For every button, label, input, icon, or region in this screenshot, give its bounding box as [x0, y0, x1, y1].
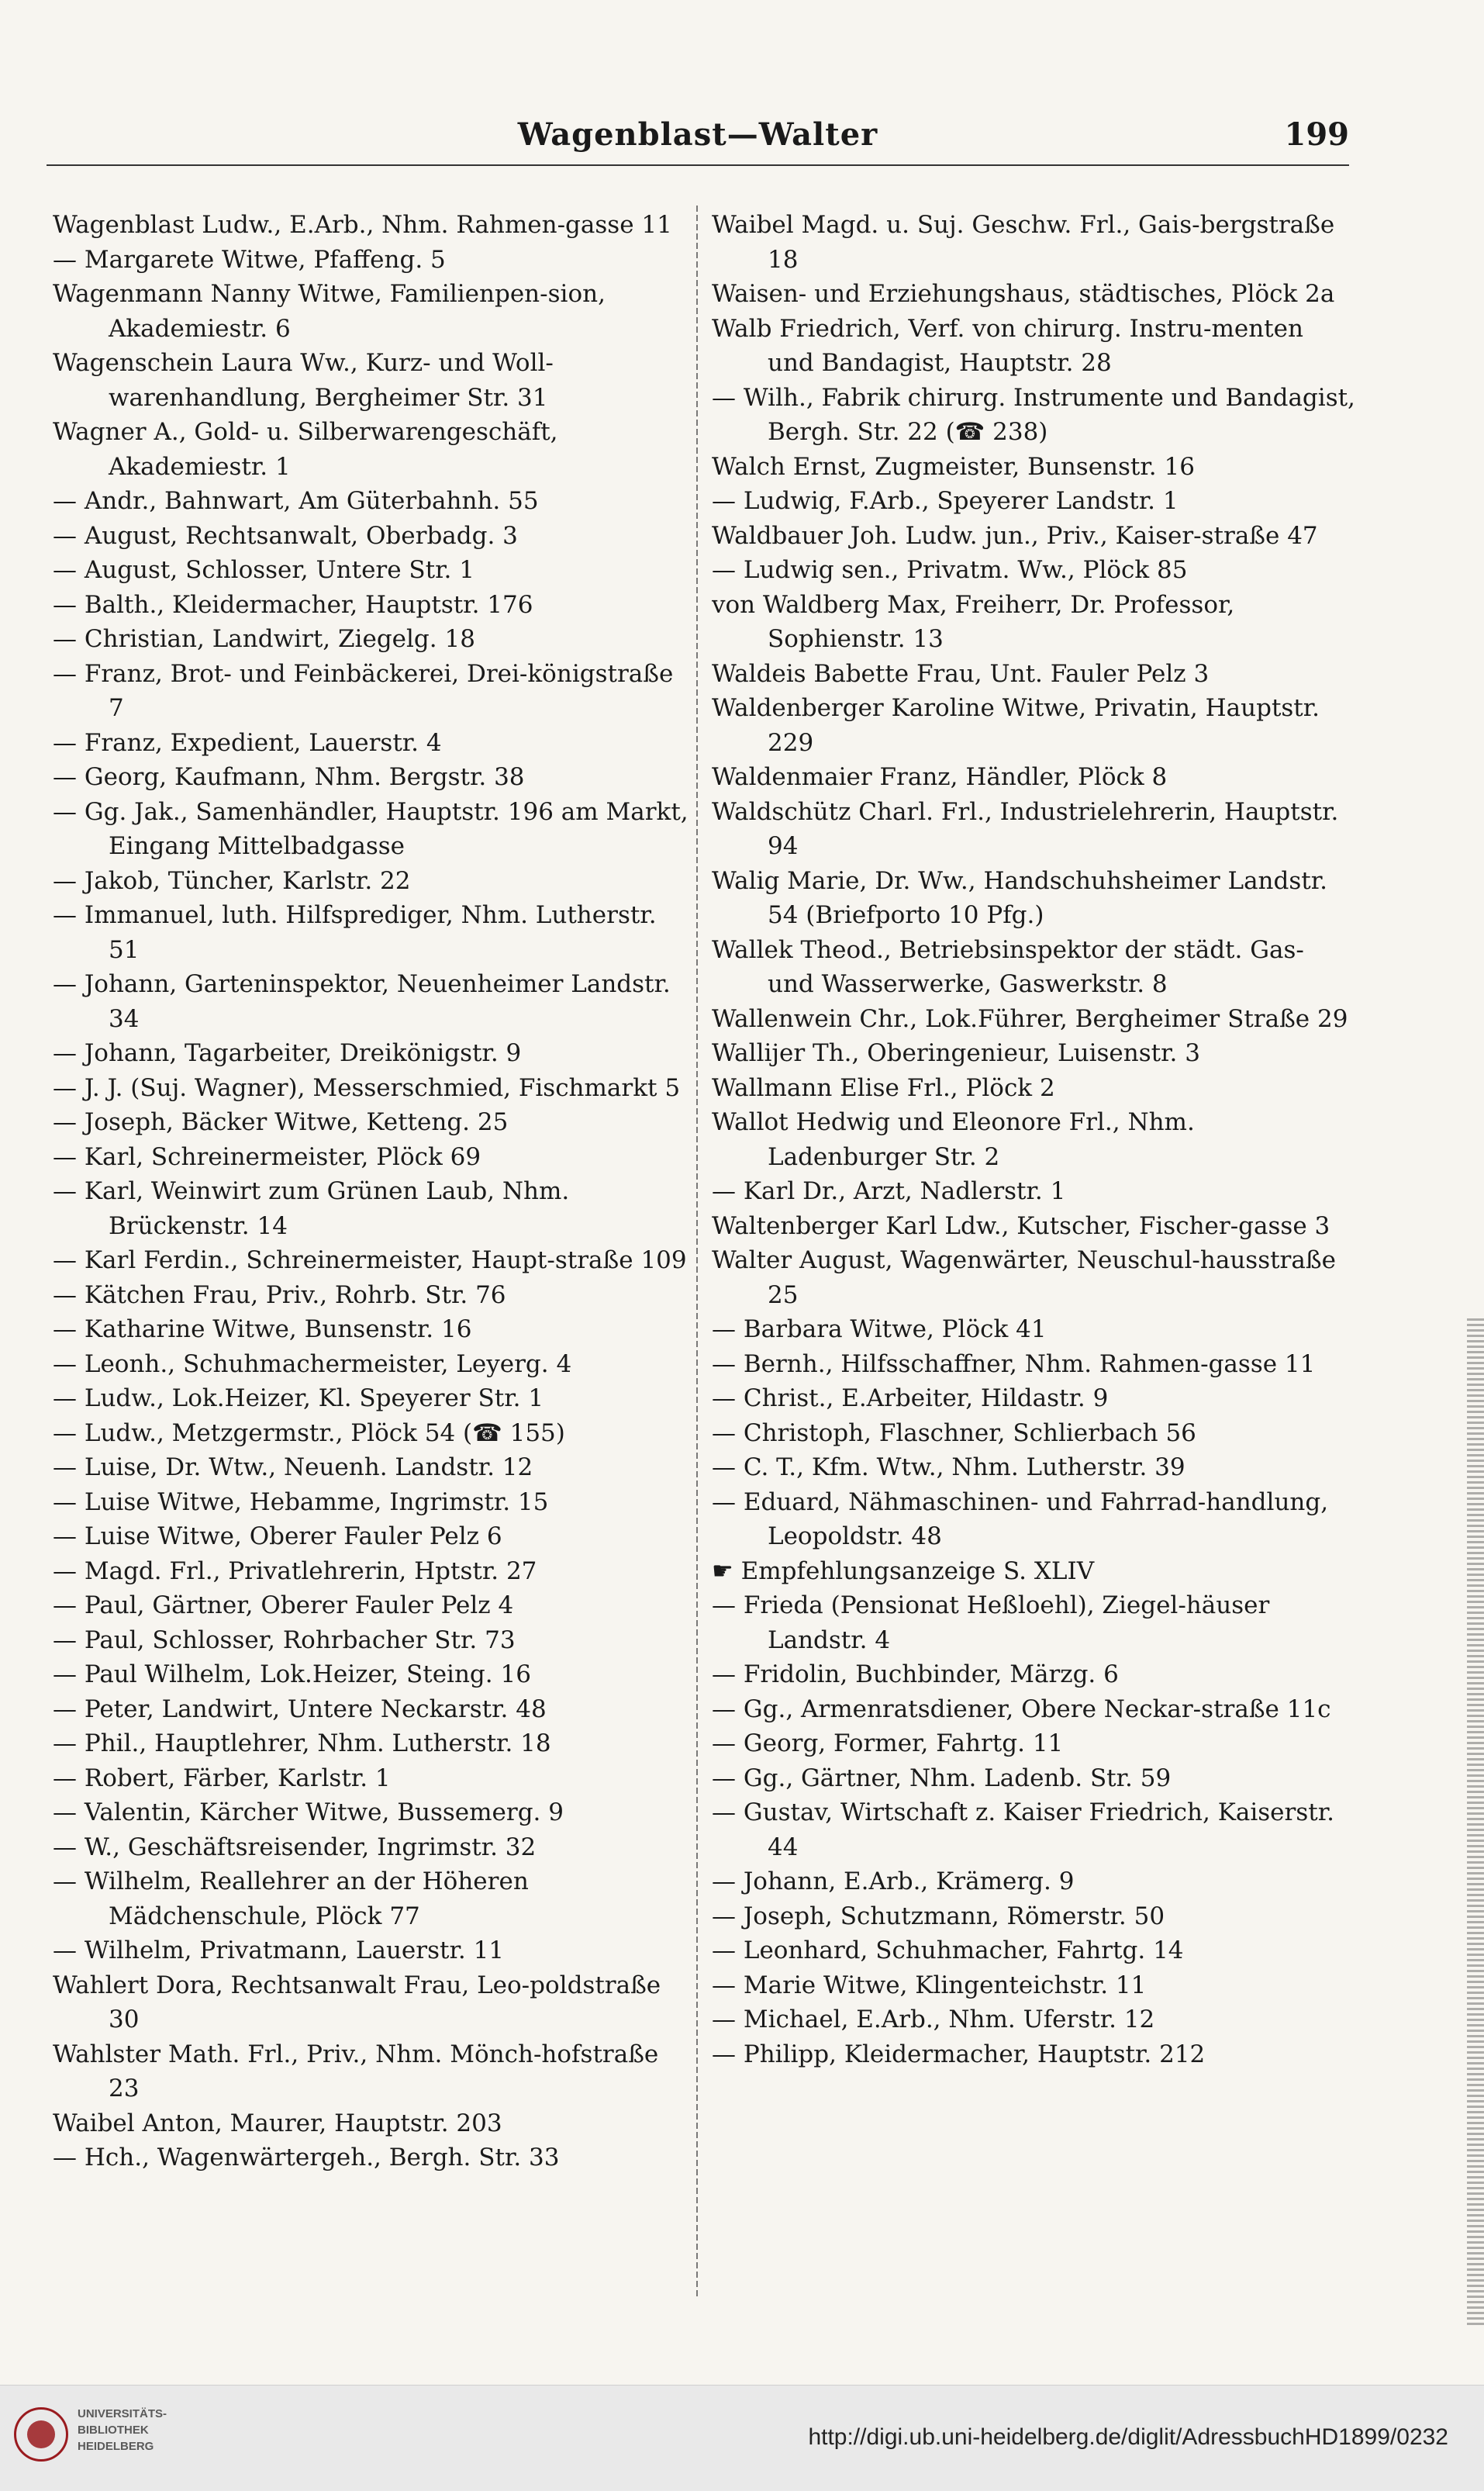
- directory-entry: — Gg., Armenratsdiener, Obere Neckar-straße 11c: [712, 1695, 1331, 1723]
- directory-entry: Wallek Theod., Betriebsinspektor der städt. Gas- und Wasserwerke, Gaswerkstr. 8: [712, 935, 1304, 998]
- page-number: 199: [1284, 116, 1349, 153]
- directory-entry: Walter August, Wagenwärter, Neuschul-hausstraße 25: [712, 1246, 1336, 1309]
- directory-entry: — Wilhelm, Reallehrer an der Höheren Mädchenschule, Plöck 77: [53, 1867, 529, 1930]
- directory-entry: Wallmann Elise Frl., Plöck 2: [712, 1073, 1055, 1102]
- directory-entry: — Luise Witwe, Oberer Fauler Pelz 6: [53, 1522, 502, 1550]
- directory-entry: — Luise, Dr. Wtw., Neuenh. Landstr. 12: [53, 1453, 533, 1481]
- directory-entry: — Georg, Former, Fahrtg. 11: [712, 1729, 1064, 1757]
- directory-entry: Waldbauer Joh. Ludw. jun., Priv., Kaiser-straße 47: [712, 521, 1318, 550]
- directory-entry: ☛ Empfehlungsanzeige S. XLIV: [712, 1556, 1095, 1585]
- directory-entry: — Balth., Kleidermacher, Hauptstr. 176: [53, 590, 533, 619]
- logo-text: [78, 2406, 167, 2455]
- directory-entry: Wagenblast Ludw., E.Arb., Nhm. Rahmen-gasse 11: [53, 211, 672, 239]
- directory-entry: — Kätchen Frau, Priv., Rohrb. Str. 76: [53, 1280, 506, 1309]
- directory-entry: Wallenwein Chr., Lok.Führer, Bergheimer Straße 29: [712, 1004, 1348, 1033]
- directory-entry: Waibel Anton, Maurer, Hauptstr. 203: [53, 2109, 502, 2137]
- directory-entry: — Karl, Schreinermeister, Plöck 69: [53, 1142, 481, 1171]
- logo-line: BIBLIOTHEK: [78, 2424, 149, 2437]
- directory-entry: — Philipp, Kleidermacher, Hauptstr. 212: [712, 2040, 1206, 2068]
- directory-entry: — Eduard, Nähmaschinen- und Fahrrad-handlung, Leopoldstr. 48: [712, 1487, 1329, 1550]
- source-url-link[interactable]: http://digi.ub.uni-heidelberg.de/diglit/AdressbuchHD1899/0232: [808, 2424, 1448, 2450]
- directory-entry: Waisen- und Erziehungshaus, städtisches, Plöck 2a: [712, 280, 1335, 308]
- directory-entry: — Georg, Kaufmann, Nhm. Bergstr. 38: [53, 763, 525, 791]
- directory-entry: — Phil., Hauptlehrer, Nhm. Lutherstr. 18: [53, 1729, 551, 1757]
- directory-entry: Wahlster Math. Frl., Priv., Nhm. Mönch-hofstraße 23: [53, 2040, 659, 2102]
- directory-entry: — Paul, Gärtner, Oberer Fauler Pelz 4: [53, 1591, 514, 1619]
- directory-entry: — Johann, E.Arb., Krämerg. 9: [712, 1867, 1075, 1895]
- directory-entry: — Franz, Brot- und Feinbäckerei, Drei-königstraße 7: [53, 659, 674, 722]
- directory-entry: — Johann, Garteninspektor, Neuenheimer Landstr. 34: [53, 970, 671, 1033]
- directory-entry: — C. T., Kfm. Wtw., Nhm. Lutherstr. 39: [712, 1453, 1185, 1481]
- directory-entry: — Gg., Gärtner, Nhm. Ladenb. Str. 59: [712, 1764, 1172, 1792]
- directory-entry: — Hch., Wagenwärtergeh., Bergh. Str. 33: [53, 2144, 560, 2171]
- directory-entry: — Christ., E.Arbeiter, Hildastr. 9: [712, 1384, 1109, 1412]
- directory-entry: — J. J. (Suj. Wagner), Messerschmied, Fischmarkt 5: [53, 1073, 681, 1102]
- directory-entry: — Paul Wilhelm, Lok.Heizer, Steing. 16: [53, 1660, 531, 1688]
- directory-entry: — Karl, Weinwirt zum Grünen Laub, Nhm. Brückenstr. 14: [53, 1177, 570, 1240]
- column-divider: [696, 206, 698, 2299]
- directory-entry: Walb Friedrich, Verf. von chirurg. Instru-menten und Bandagist, Hauptstr. 28: [712, 314, 1303, 377]
- directory-entry: — Johann, Tagarbeiter, Dreikönigstr. 9: [53, 1039, 522, 1067]
- directory-entry: — Ludwig, F.Arb., Speyerer Landstr. 1: [712, 487, 1179, 515]
- directory-entry: — Karl Ferdin., Schreinermeister, Haupt-straße 109: [53, 1246, 687, 1274]
- directory-entry: — Peter, Landwirt, Untere Neckarstr. 48: [53, 1695, 547, 1723]
- directory-entry: — Jakob, Tüncher, Karlstr. 22: [53, 866, 411, 895]
- directory-entry: — Fridolin, Buchbinder, Märzg. 6: [712, 1660, 1119, 1688]
- directory-entry: — August, Schlosser, Untere Str. 1: [53, 556, 475, 584]
- logo-line: UNIVERSITÄTS-: [78, 2407, 167, 2420]
- directory-entry: — W., Geschäftsreisender, Ingrimstr. 32: [53, 1833, 537, 1861]
- directory-entry: — Wilh., Fabrik chirurg. Instrumente und Bandagist, Bergh. Str. 22 (☎ 238): [712, 383, 1355, 446]
- directory-entry: Waldeis Babette Frau, Unt. Fauler Pelz 3: [712, 659, 1210, 688]
- directory-entry: — Michael, E.Arb., Nhm. Uferstr. 12: [712, 2006, 1155, 2033]
- directory-entry: Wagenmann Nanny Witwe, Familienpen-sion, Akademiestr. 6: [53, 280, 606, 343]
- directory-entry: — Karl Dr., Arzt, Nadlerstr. 1: [712, 1177, 1066, 1205]
- directory-entry: — Valentin, Kärcher Witwe, Bussemerg. 9: [53, 1798, 564, 1826]
- directory-entry: Wahlert Dora, Rechtsanwalt Frau, Leo-poldstraße 30: [53, 1971, 661, 2033]
- directory-entry: — Frieda (Pensionat Heßloehl), Ziegel-häuser Landstr. 4: [712, 1591, 1270, 1654]
- page-header: [47, 116, 1349, 163]
- directory-entry: Walch Ernst, Zugmeister, Bunsenstr. 16: [712, 452, 1195, 481]
- directory-entry: — Immanuel, luth. Hilfsprediger, Nhm. Lutherstr. 51: [53, 901, 657, 964]
- directory-entry: — Gg. Jak., Samenhändler, Hauptstr. 196 am Markt, Eingang Mittelbadgasse: [53, 797, 689, 860]
- directory-entry: — Ludw., Lok.Heizer, Kl. Speyerer Str. 1: [53, 1384, 544, 1412]
- directory-entry: Waldenberger Karoline Witwe, Privatin, Hauptstr. 229: [712, 694, 1320, 757]
- directory-entry: Wallot Hedwig und Eleonore Frl., Nhm. Ladenburger Str. 2: [712, 1108, 1195, 1171]
- header-rule: [47, 164, 1349, 166]
- directory-entry: — Christian, Landwirt, Ziegelg. 18: [53, 625, 475, 653]
- directory-entry: Waldenmaier Franz, Händler, Plöck 8: [712, 763, 1168, 791]
- directory-entry: von Waldberg Max, Freiherr, Dr. Professor, Sophienstr. 13: [712, 590, 1235, 653]
- directory-entry: Wagenschein Laura Ww., Kurz- und Woll-warenhandlung, Bergheimer Str. 31: [53, 349, 554, 412]
- library-logo: [14, 2403, 185, 2474]
- directory-entry: — Robert, Färber, Karlstr. 1: [53, 1764, 391, 1792]
- directory-entry: Waldschütz Charl. Frl., Industrielehrerin, Hauptstr. 94: [712, 797, 1339, 860]
- directory-entry: — Andr., Bahnwart, Am Güterbahnh. 55: [53, 487, 539, 515]
- directory-entry: — Joseph, Bäcker Witwe, Ketteng. 25: [53, 1108, 509, 1136]
- directory-entry: Wallijer Th., Oberingenieur, Luisenstr. 3: [712, 1039, 1200, 1067]
- directory-entry: — Margarete Witwe, Pfaffeng. 5: [53, 245, 446, 274]
- directory-entry: — Ludwig sen., Privatm. Ww., Plöck 85: [712, 556, 1188, 584]
- directory-entry: Wagner A., Gold- u. Silberwarengeschäft, Akademiestr. 1: [53, 418, 558, 481]
- right-column: [712, 208, 1355, 2302]
- seal-icon: [14, 2407, 68, 2462]
- directory-entry: — Luise Witwe, Hebamme, Ingrimstr. 15: [53, 1487, 549, 1516]
- directory-entry: — Leonhard, Schuhmacher, Fahrtg. 14: [712, 1936, 1184, 1964]
- directory-entry: — Paul, Schlosser, Rohrbacher Str. 73: [53, 1626, 516, 1654]
- directory-entry: — Ludw., Metzgermstr., Plöck 54 (☎ 155): [53, 1418, 565, 1447]
- directory-entry: — Leonh., Schuhmachermeister, Leyerg. 4: [53, 1349, 572, 1378]
- directory-entry: Waltenberger Karl Ldw., Kutscher, Fischer-gasse 3: [712, 1211, 1330, 1240]
- directory-entry: — Barbara Witwe, Plöck 41: [712, 1315, 1047, 1343]
- directory-entry: — Gustav, Wirtschaft z. Kaiser Friedrich, Kaiserstr. 44: [712, 1798, 1334, 1861]
- logo-line: HEIDELBERG: [78, 2440, 154, 2453]
- directory-entry: — Joseph, Schutzmann, Römerstr. 50: [712, 1902, 1165, 1930]
- directory-entry: — Christoph, Flaschner, Schlierbach 56: [712, 1418, 1196, 1447]
- directory-entry: — Marie Witwe, Klingenteichstr. 11: [712, 1971, 1147, 1999]
- left-column: [53, 208, 689, 2302]
- directory-entry: — Bernh., Hilfsschaffner, Nhm. Rahmen-gasse 11: [712, 1349, 1316, 1378]
- running-title: Wagenblast—Walter: [517, 116, 878, 153]
- directory-entry: — Wilhelm, Privatmann, Lauerstr. 11: [53, 1936, 505, 1964]
- viewer-footer: [0, 2385, 1484, 2491]
- directory-entry: — Katharine Witwe, Bunsenstr. 16: [53, 1315, 472, 1343]
- directory-entry: Walig Marie, Dr. Ww., Handschuhsheimer Landstr. 54 (Briefporto 10 Pfg.): [712, 866, 1327, 929]
- directory-entry: Waibel Magd. u. Suj. Geschw. Frl., Gais-bergstraße 18: [712, 211, 1335, 274]
- scan-edge-mark: [1467, 1318, 1484, 2327]
- directory-entry: — Magd. Frl., Privatlehrerin, Hptstr. 27: [53, 1556, 537, 1585]
- directory-entry: — Franz, Expedient, Lauerstr. 4: [53, 728, 442, 757]
- directory-entry: — August, Rechtsanwalt, Oberbadg. 3: [53, 521, 518, 550]
